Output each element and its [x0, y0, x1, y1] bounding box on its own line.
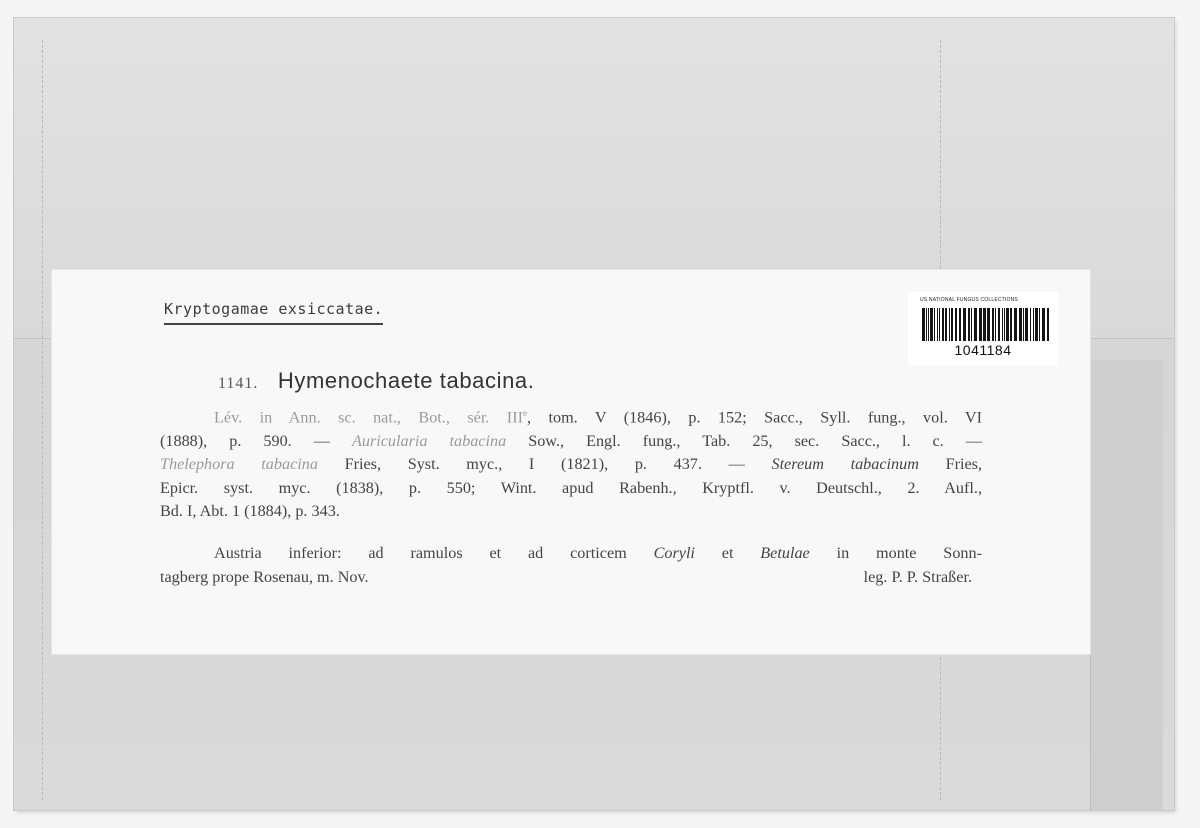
barcode-bar: [971, 308, 972, 341]
barcode-bar: [979, 308, 982, 341]
barcode-bar: [928, 308, 929, 341]
barcode-bar: [963, 308, 966, 341]
barcode-bar: [955, 308, 957, 341]
barcode-bar: [934, 308, 935, 341]
barcode-bar: [1004, 308, 1005, 341]
barcode-bar: [1014, 308, 1017, 341]
barcode-bar: [983, 308, 986, 341]
barcode-number: 1041184: [954, 342, 1012, 358]
locality-line-2: [160, 565, 982, 589]
barcode-bar: [1023, 308, 1024, 341]
barcode-bar: [939, 308, 940, 341]
barcode-bar: [1042, 308, 1045, 341]
exsiccata-number: 1141.: [218, 375, 259, 392]
citation-line-1: Lév. in Ann. sc. nat., Bot., sér. IIIe, tom. V (1846), p. 152; Sacc., Syll. fung., vol. VI: [214, 408, 983, 427]
citation-line-2: (1888), p. 590. — Auricularia tabacina Sow., Engl. fung., Tab. 25, sec. Sacc., l. c. —: [160, 431, 983, 450]
locality-line-1: Austria inferior: ad ramulos et ad corticem Coryli et Betulae in monte Sonn-: [214, 544, 982, 562]
species-heading: [218, 368, 534, 394]
barcode-bar: [922, 308, 925, 341]
locality-block: [160, 541, 982, 589]
barcode-bars: [922, 308, 1050, 341]
barcode-bar: [998, 308, 1000, 341]
barcode-bar: [1006, 308, 1009, 341]
citation-line-3: Thelephora tabacina Fries, Syst. myc., I (1821), p. 437. — Stereum tabacinum Fries,: [160, 455, 983, 474]
barcode-caption: US NATIONAL FUNGUS COLLECTIONS: [920, 297, 1018, 303]
literature-citations: [160, 402, 982, 524]
packet-right-fold: [1090, 360, 1163, 810]
left-fold-line: [42, 40, 43, 800]
barcode-bar: [1025, 308, 1028, 341]
barcode-bar: [942, 308, 944, 341]
barcode-bar: [995, 308, 996, 341]
barcode-bar: [1039, 308, 1040, 341]
barcode-bar: [987, 308, 990, 341]
barcode-bar: [945, 308, 947, 341]
barcode-bar: [926, 308, 927, 341]
barcode-bar: [1019, 308, 1022, 341]
barcode-bar: [937, 308, 938, 341]
barcode-bar: [951, 308, 953, 341]
barcode-bar: [1035, 308, 1038, 341]
locality-place-date: tagberg prope Rosenau, m. Nov.: [160, 568, 369, 586]
barcode-bar: [930, 308, 933, 341]
citation-line-4: Epicr. syst. myc. (1838), p. 550; Wint. apud Rabenh., Kryptfl. v. Deutschl., 2. Aufl.,: [160, 478, 982, 497]
barcode-bar: [1033, 308, 1034, 341]
barcode-bar: [1047, 308, 1049, 341]
series-title: Kryptogamae exsiccatae.: [164, 300, 383, 325]
barcode-bar: [992, 308, 994, 341]
specimen-label: [52, 270, 1090, 654]
collector: leg. P. P. Straßer.: [863, 568, 972, 586]
barcode-sticker: [908, 292, 1058, 366]
barcode-bar: [959, 308, 961, 341]
barcode-bar: [974, 308, 977, 341]
barcode-bar: [1010, 308, 1012, 341]
barcode-bar: [1002, 308, 1003, 341]
species-name: Hymenochaete tabacina.: [277, 368, 535, 393]
barcode-bar: [949, 308, 950, 341]
barcode-bar: [1030, 308, 1031, 341]
citation-line-5: Bd. I, Abt. 1 (1884), p. 343.: [160, 502, 340, 521]
barcode-bar: [968, 308, 970, 341]
